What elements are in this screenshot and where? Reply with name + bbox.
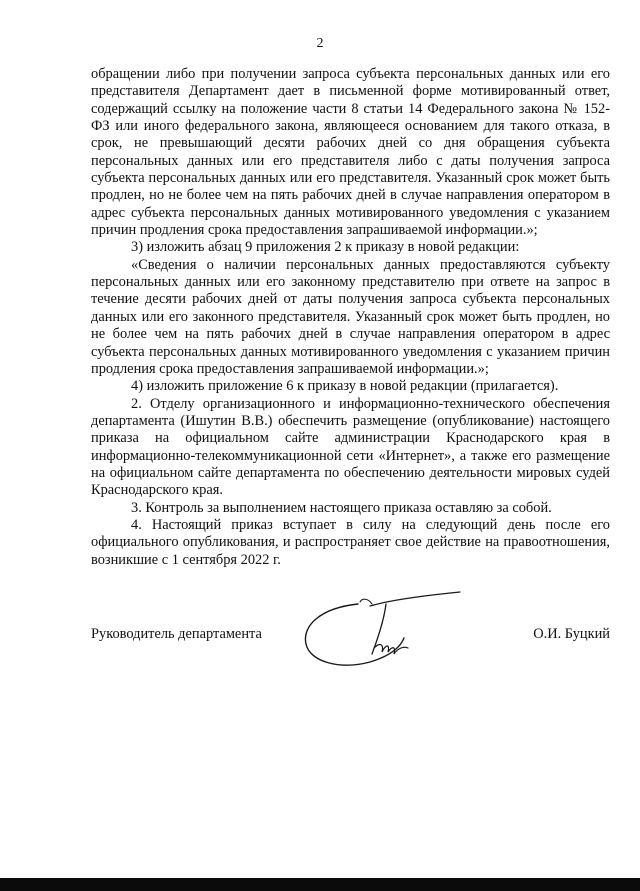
- paragraph-continuation: обращении либо при получении запроса субъекта персональных данных или его представителя Департамент дает в письменной форме мотивированный ответ, содержащий ссылку на положение части 8 статьи 14 Федерального закона № 152-ФЗ или иного федерального закона, являющееся основанием для такого отказа, в срок, не превышающий десяти рабочих дней со дня обращения субъекта персональных данных или его представителя либо с даты получения запроса субъекта персональных данных или его представителя. Указанный срок может быть продлен, но не более чем на пять рабочих дней в случае направления оператором в адрес субъекта персональных данных мотивированного уведомления с указанием причин продления срока предоставления запрашиваемой информации.»;: [91, 66, 610, 239]
- paragraph-quote: «Сведения о наличии персональных данных предоставляются субъекту персональных данных или его законному представителю при ответе на запрос в течение десяти рабочих дней от даты получения запроса субъекта персональных данных или его законного представителя. Указанный срок может быть продлен, но не более чем на пять рабочих дней в случае направления оператором в адрес субъекта персональных данных мотивированного уведомления с указанием причин продления срока предоставления запрашиваемой информации.»;: [91, 256, 610, 377]
- signature-block: [91, 622, 610, 652]
- paragraph-item-3: 3) изложить абзац 9 приложения 2 к приказу в новой редакции:: [131, 239, 520, 256]
- scan-edge-bar: [0, 878, 640, 891]
- paragraph-item-4: 4) изложить приложение 6 к приказу в новой редакции (прилагается).: [131, 378, 559, 395]
- signer-name: О.И. Буцкий: [533, 626, 610, 642]
- paragraph-clause-2: 2. Отделу организационного и информационно-технического обеспечения департамента (Ишутин В.В.) обеспечить размещение (опубликование) настоящего приказа на официальном сайте администрации Краснодарского края в информационно-телекоммуникационной сети «Интернет», а также его размещение на официальном сайте департамента по обеспечению деятельности мировых судей Краснодарского края.: [91, 395, 610, 499]
- paragraph-clause-3: 3. Контроль за выполнением настоящего приказа оставляю за собой.: [131, 499, 552, 516]
- page-number: 2: [316, 36, 324, 51]
- document-body: [91, 66, 610, 569]
- paragraph-clause-4: 4. Настоящий приказ вступает в силу на следующий день после его официального опубликования, и распространяет свое действие на правоотношения, возникшие с 1 сентября 2022 г.: [91, 516, 610, 568]
- signer-position: Руководитель департамента: [91, 626, 262, 642]
